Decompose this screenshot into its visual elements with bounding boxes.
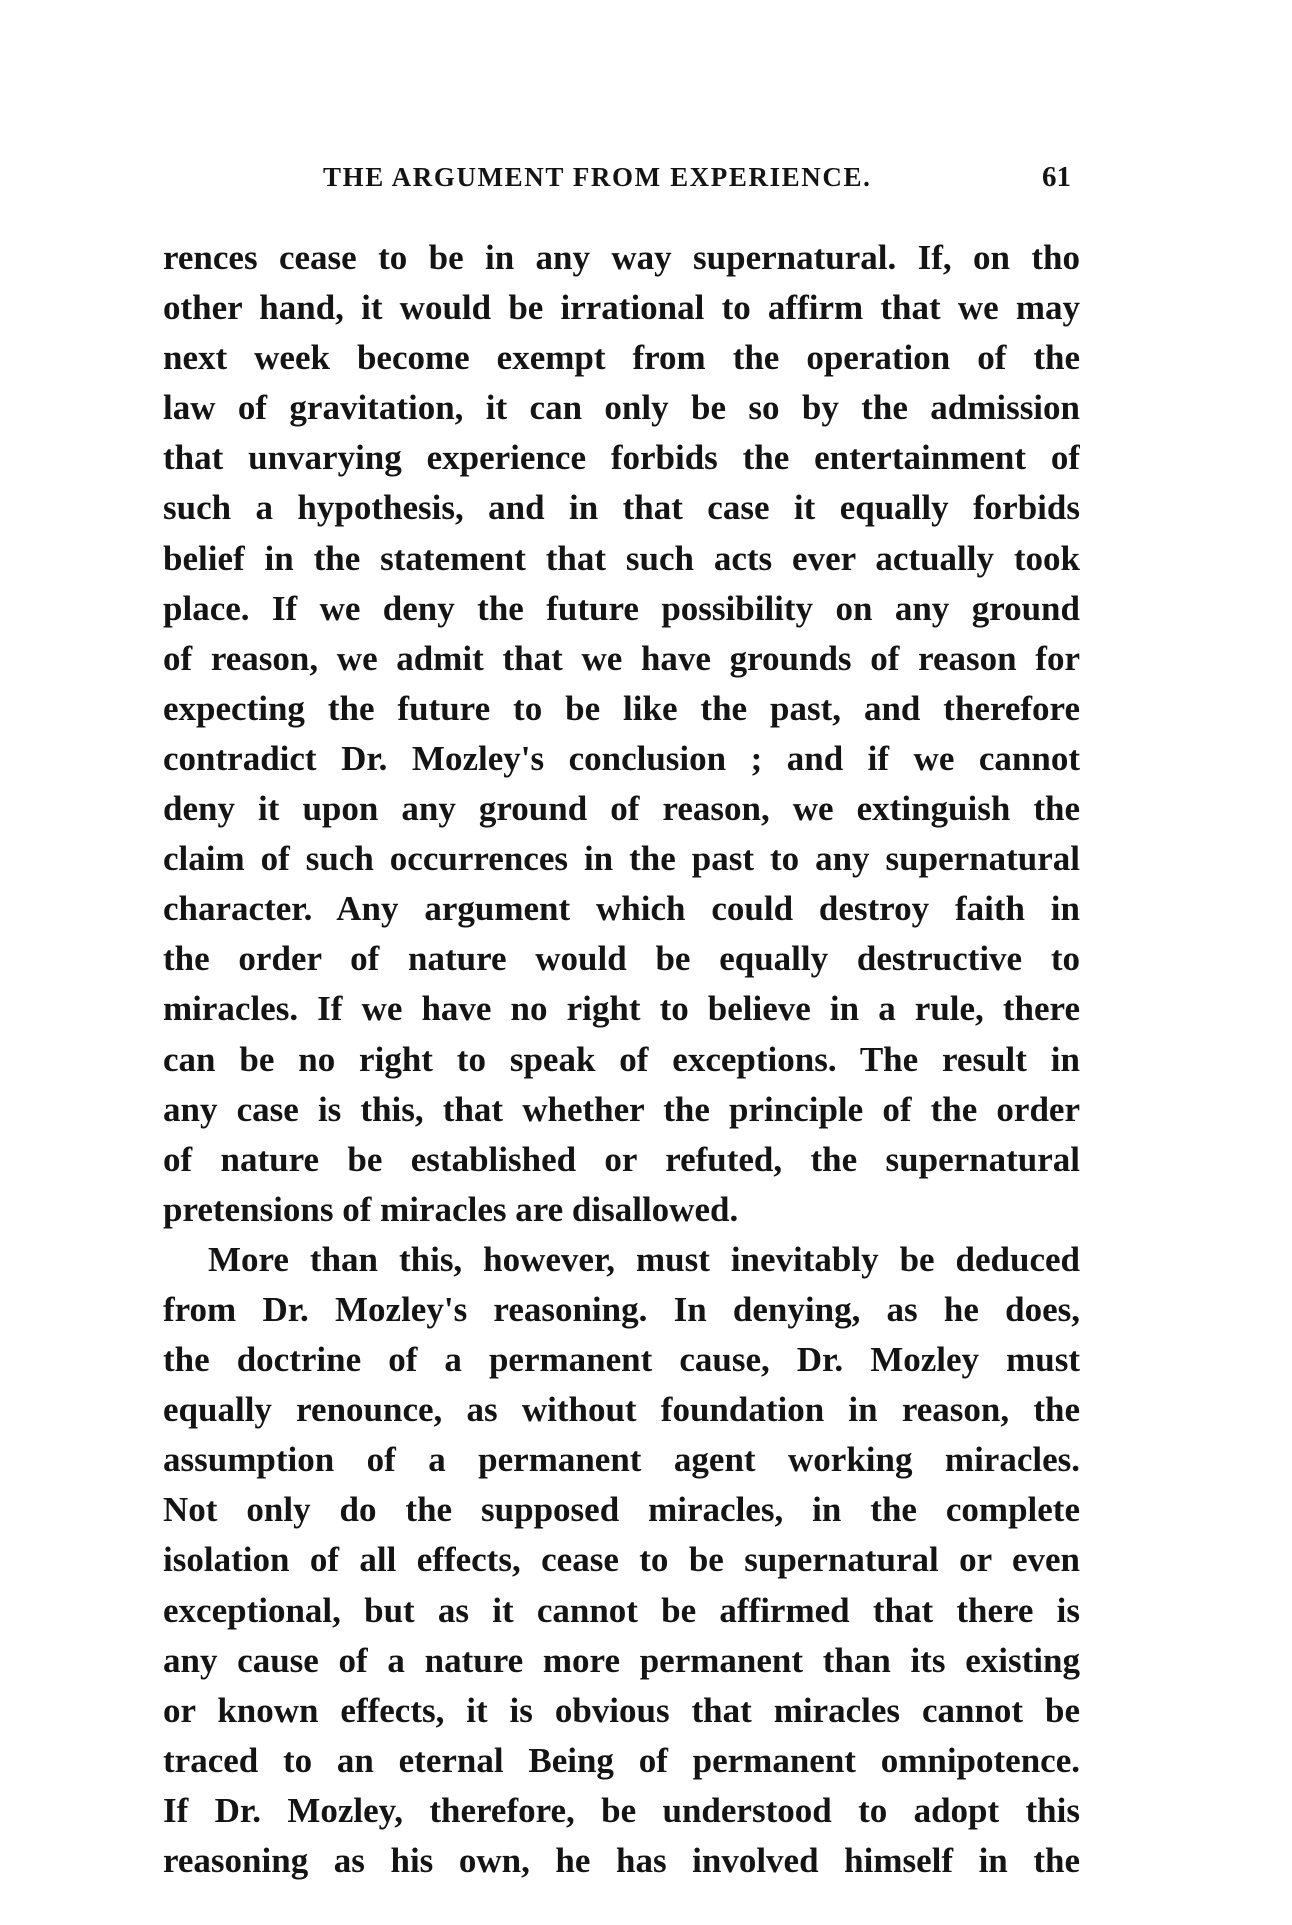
text-line: miracles. If we have no right to believe in a rule, there [163,989,1080,1029]
text-line: traced to an eternal Being of permanent omnipotence. [163,1740,1080,1780]
text-line: deny it upon any ground of reason, we extinguish the [163,789,1080,829]
text-line: such a hypothesis, and in that case it equally forbids [163,488,1080,528]
body-text [163,233,1080,1886]
text-line: equally renounce, as without foundation in reason, the [163,1390,1080,1430]
text-line: or known effects, it is obvious that miracles cannot be [163,1690,1080,1730]
text-line: claim of such occurrences in the past to any supernatural [163,839,1080,879]
text-line: any cause of a nature more permanent than its existing [163,1640,1080,1680]
text-line: expecting the future to be like the past, and therefore [163,688,1080,728]
text-line: of reason, we admit that we have grounds of reason for [163,638,1080,678]
text-line: character. Any argument which could destroy faith in [163,889,1080,929]
paragraph-continuation [163,233,1080,1235]
text-line: More than this, however, must inevitably be deduced [208,1239,1080,1279]
text-line: Not only do the supposed miracles, in the complete [163,1490,1080,1530]
text-line: of nature be established or refuted, the supernatural [163,1139,1080,1179]
text-line: from Dr. Mozley's reasoning. In denying, as he does, [163,1289,1080,1329]
text-line: exceptional, but as it cannot be affirmed that there is [163,1590,1080,1630]
text-line: pretensions of miracles are disallowed. [163,1189,739,1229]
text-line: can be no right to speak of exceptions. The result in [163,1039,1080,1079]
text-line: contradict Dr. Mozley's conclusion ; and if we cannot [163,738,1080,778]
text-line: that unvarying experience forbids the entertainment of [163,438,1080,478]
paragraph [163,1235,1080,1886]
text-line: assumption of a permanent agent working miracles. [163,1440,1080,1480]
text-line: If Dr. Mozley, therefore, be understood to adopt this [163,1790,1080,1830]
page-number: 61 [1042,161,1071,193]
text-line: other hand, it would be irrational to affirm that we may [163,288,1080,328]
text-line: the doctrine of a permanent cause, Dr. Mozley must [163,1340,1080,1380]
text-line: reasoning as his own, he has involved himself in the [163,1841,1080,1880]
text-line: next week become exempt from the operation of the [163,338,1080,378]
text-line: the order of nature would be equally destructive to [163,939,1080,979]
text-line: isolation of all effects, cease to be supernatural or even [163,1540,1080,1580]
text-line: rences cease to be in any way supernatural. If, on tho [163,238,1080,277]
text-line: law of gravitation, it can only be so by the admission [163,388,1080,428]
text-line: any case is this, that whether the principle of the order [163,1089,1080,1129]
text-line: belief in the statement that such acts ever actually took [163,538,1080,578]
text-line: place. If we deny the future possibility on any ground [163,588,1080,628]
running-head-title: THE ARGUMENT FROM EXPERIENCE. [323,162,872,192]
